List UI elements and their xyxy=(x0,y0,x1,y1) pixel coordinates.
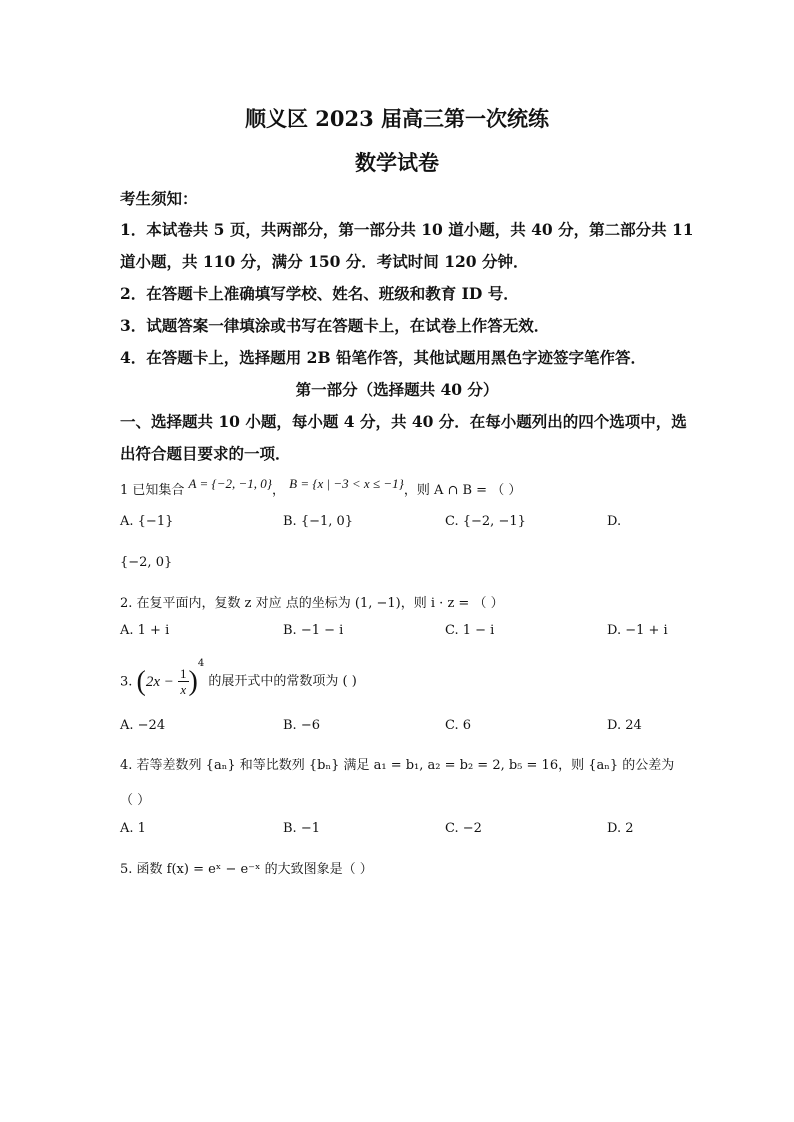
notice-heading: 考生须知： xyxy=(120,189,198,208)
question-4-option-c: C. −2 xyxy=(445,821,482,836)
question-1-prefix: 1 已知集合 xyxy=(120,483,185,498)
question-1-set-b: B = {x | −3 < x ≤ −1} xyxy=(289,476,404,491)
part1-instruction-line-1: 一、选择题共 10 小题，每小题 4 分，共 40 分．在每小题列出的四个选项中，选 xyxy=(120,412,687,431)
question-3-fraction xyxy=(178,666,189,697)
question-1-option-d: D. xyxy=(607,514,622,529)
notice-item-2: 2．在答题卡上准确填写学校、姓名、班级和教育 ID 号． xyxy=(120,284,519,303)
question-1-separator: ， xyxy=(271,483,285,498)
question-3-stem: 3. (2x − $\frac{1}{x}$ )$^4$ 的展开式中的常数项为 ( ) xyxy=(120,658,357,698)
question-1-option-b: B. {−1, 0} xyxy=(283,514,354,529)
question-5-stem: 5. 函数 f(x) = eˣ − e⁻ˣ 的大致图象是（ ） xyxy=(120,862,373,877)
notice-item-1-line-1: 1．本试卷共 5 页，共两部分，第一部分共 10 道小题，共 40 分，第二部分共 11 xyxy=(120,220,694,239)
question-3-suffix: 的展开式中的常数项为 ( ) xyxy=(208,673,357,689)
question-1-option-d-value: {−2, 0} xyxy=(120,555,173,570)
question-3-power: 4 xyxy=(197,658,205,669)
question-4-option-b: B. −1 xyxy=(283,821,320,836)
question-1-suffix: ，则 A ∩ B = （ ） xyxy=(403,483,522,498)
question-2-option-d: D. −1 + i xyxy=(607,623,668,638)
question-2-option-c: C. 1 − i xyxy=(445,623,495,638)
exam-subtitle: 数学试卷 xyxy=(355,150,439,175)
exam-title: 顺义区 2023 届高三第一次统练 xyxy=(244,106,550,131)
question-3-frac-num: 1 xyxy=(180,666,187,682)
part1-heading: 第一部分（选择题共 40 分） xyxy=(295,380,499,399)
question-3-prefix: 3. xyxy=(120,674,133,690)
question-1-option-a: A. {−1} xyxy=(120,514,174,529)
notice-item-1-line-2: 道小题，共 110 分，满分 150 分．考试时间 120 分钟． xyxy=(120,252,529,271)
question-1-option-c: C. {−2, −1} xyxy=(445,514,526,529)
question-3-option-d: D. 24 xyxy=(607,718,642,733)
notice-item-4: 4．在答题卡上，选择题用 2B 铅笔作答，其他试题用黑色字迹签字笔作答． xyxy=(120,348,646,367)
question-4-option-d: D. 2 xyxy=(607,821,634,836)
part1-instruction-line-2: 出符合题目要求的一项． xyxy=(120,444,291,463)
question-4-option-a: A. 1 xyxy=(120,821,146,836)
question-1-stem xyxy=(120,476,522,498)
question-3-option-a: A. −24 xyxy=(120,718,166,733)
question-2-option-a: A. 1 + i xyxy=(120,623,170,638)
question-4-stem-line-2: （ ） xyxy=(120,793,151,808)
question-3-expr: 2x − xyxy=(145,673,174,690)
question-2-option-b: B. −1 − i xyxy=(283,623,344,638)
question-3-option-b: B. −6 xyxy=(283,718,320,733)
question-3-frac-den: x xyxy=(180,682,187,698)
question-4-stem-line-1: 4. 若等差数列 {aₙ} 和等比数列 {bₙ} 满足 a₁ = b₁, a₂ = b₂ = 2, b₅ = 16，则 {aₙ} 的公差为 xyxy=(120,758,675,773)
question-2-stem: 2. 在复平面内，复数 z 对应 点的坐标为 (1, −1)，则 i · z = （ ） xyxy=(120,596,504,611)
notice-item-3: 3．试题答案一律填涂或书写在答题卡上，在试卷上作答无效． xyxy=(120,316,550,335)
question-3-option-c: C. 6 xyxy=(445,718,472,733)
question-1-set-a: A = {−2, −1, 0} xyxy=(188,476,272,491)
